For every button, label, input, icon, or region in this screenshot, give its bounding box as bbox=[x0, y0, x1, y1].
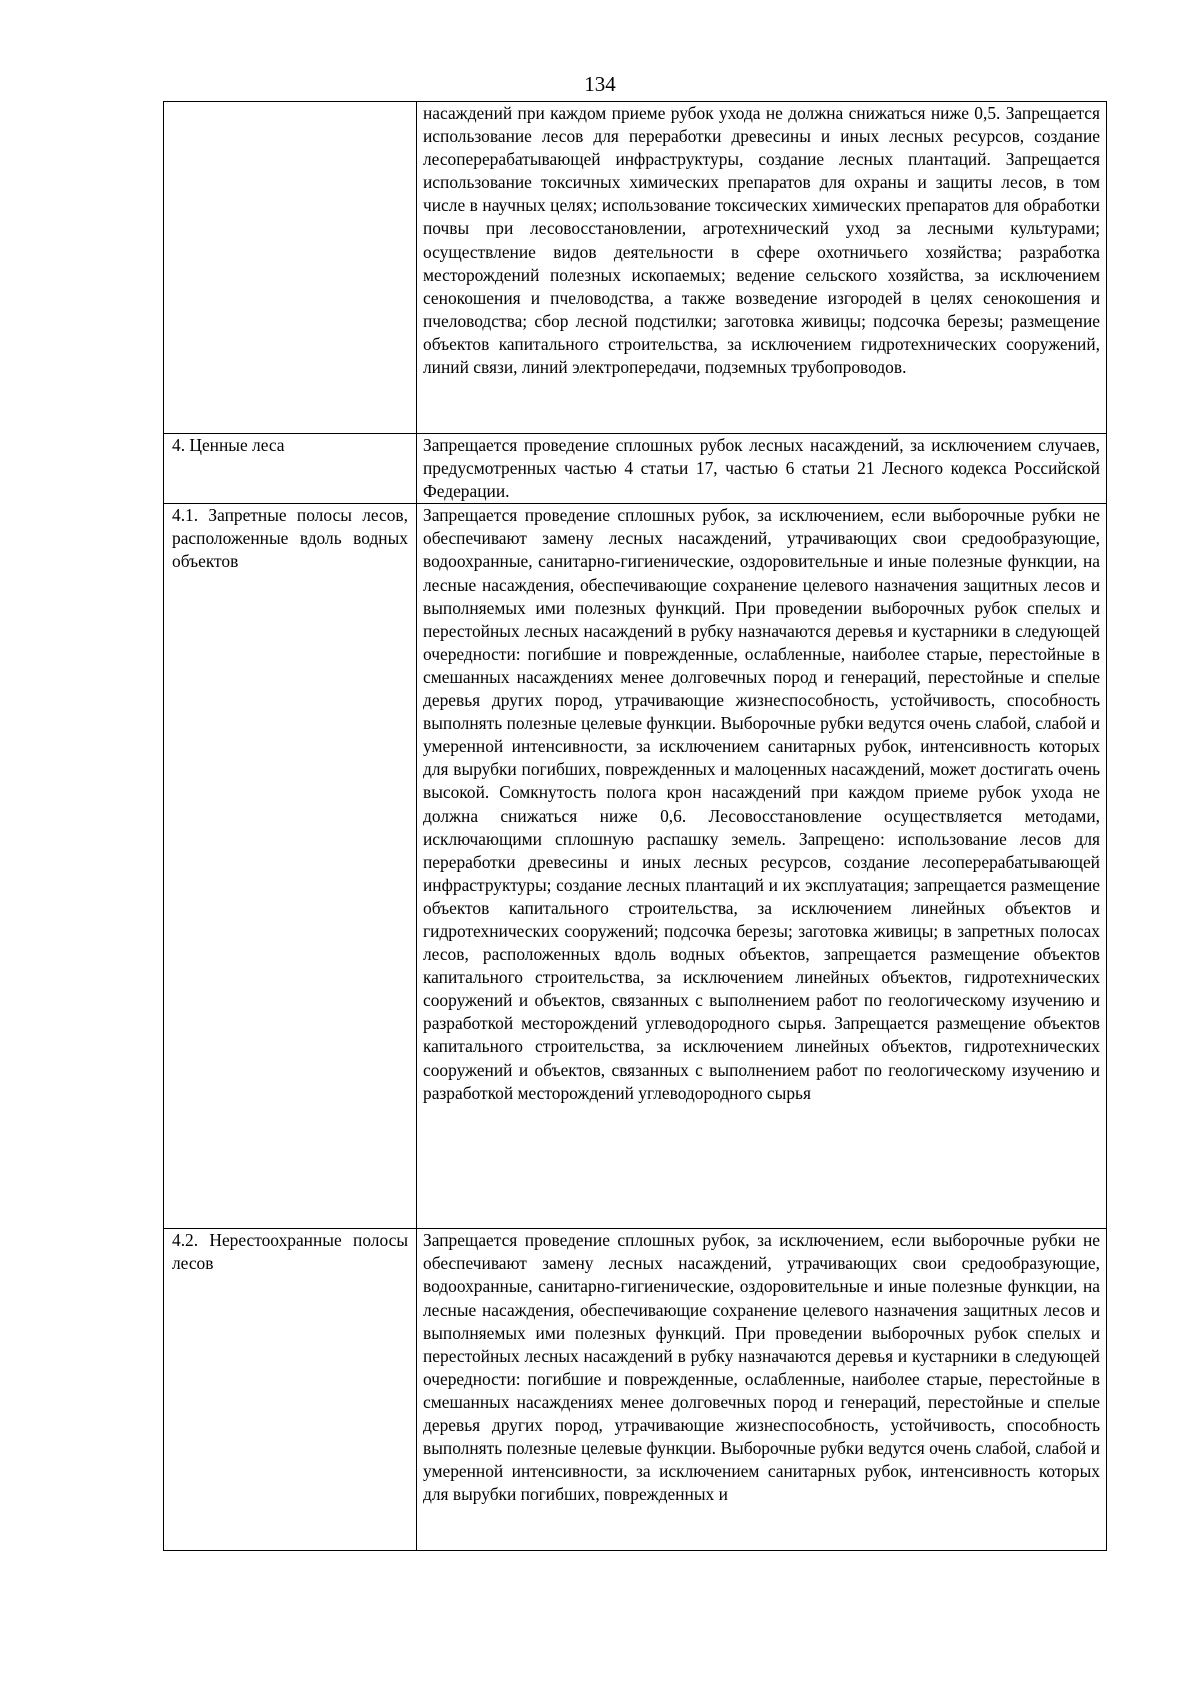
regulation-text-cell: Запрещается проведение сплошных рубок лесных насаждений, за исключением случаев, предусмотренных частью 4 статьи 17, частью 6 статьи 21 Лесного кодекса Российской Федерации. bbox=[417, 434, 1107, 504]
category-cell bbox=[164, 102, 417, 434]
category-cell: 4.2. Нерестоохранные полосы лесов bbox=[164, 1229, 417, 1551]
regulations-table bbox=[163, 101, 1107, 1551]
table-row bbox=[164, 1229, 1107, 1551]
regulation-text-cell: Запрещается проведение сплошных рубок, за исключением, если выборочные рубки не обеспечивают замену лесных насаждений, утрачивающих свои средообразующие, водоохранные, санитарно-гигиенические, оздоровительные и иные полезные функции, на лесные насаждения, обеспечивающие сохранение целевого назначения защитных лесов и выполняемых ими полезных функций. При проведении выборочных рубок спелых и перестойных лесных насаждений в рубку назначаются деревья и кустарники в следующей очередности: погибшие и поврежденные, ослабленные, наиболее старые, перестойные в смешанных насаждениях менее долговечных пород и генераций, перестойные и спелые деревья других пород, утрачивающие жизнеспособность, устойчивость, способность выполнять полезные целевые функции. Выборочные рубки ведутся очень слабой, слабой и умеренной интенсивности, за исключением санитарных рубок, интенсивность которых для вырубки погибших, поврежденных и bbox=[417, 1229, 1107, 1551]
page-number: 134 bbox=[584, 72, 616, 96]
table-row bbox=[164, 434, 1107, 504]
category-cell: 4. Ценные леса bbox=[164, 434, 417, 504]
table-row bbox=[164, 102, 1107, 434]
regulation-text-cell: насаждений при каждом приеме рубок ухода не должна снижаться ниже 0,5. Запрещается использование лесов для переработки древесины и иных лесных ресурсов, создание лесоперерабатывающей инфраструктуры, создание лесных плантаций. Запрещается использование токсичных химических препаратов для охраны и защиты лесов, в том числе в научных целях; использование токсических химических препаратов для обработки почвы при лесовосстановлении, агротехнический уход за лесными культурами; осуществление видов деятельности в сфере охотничьего хозяйства; разработка месторождений полезных ископаемых; ведение сельского хозяйства, за исключением сенокошения и пчеловодства, а также возведение изгородей в целях сенокошения и пчеловодства; сбор лесной подстилки; заготовка живицы; подсочка березы; размещение объектов капитального строительства, за исключением гидротехнических сооружений, линий связи, линий электропередачи, подземных трубопроводов. bbox=[417, 102, 1107, 434]
table-row bbox=[164, 504, 1107, 1229]
regulation-text-cell: Запрещается проведение сплошных рубок, за исключением, если выборочные рубки не обеспечивают замену лесных насаждений, утрачивающих свои средообразующие, водоохранные, санитарно-гигиенические, оздоровительные и иные полезные функции, на лесные насаждения, обеспечивающие сохранение целевого назначения защитных лесов и выполняемых ими полезных функций. При проведении выборочных рубок спелых и перестойных лесных насаждений в рубку назначаются деревья и кустарники в следующей очередности: погибшие и поврежденные, ослабленные, наиболее старые, перестойные в смешанных насаждениях менее долговечных пород и генераций, перестойные и спелые деревья других пород, утрачивающие жизнеспособность, устойчивость, способность выполнять полезные целевые функции. Выборочные рубки ведутся очень слабой, слабой и умеренной интенсивности, за исключением санитарных рубок, интенсивность которых для вырубки погибших, поврежденных и малоценных насаждений, может достигать очень высокой. Сомкнутость полога крон насаждений при каждом приеме рубок ухода не должна снижаться ниже 0,6. Лесовосстановление осуществляется методами, исключающими сплошную распашку земель. Запрещено: использование лесов для переработки древесины и иных лесных ресурсов, создание лесоперерабатывающей инфраструктуры; создание лесных плантаций и их эксплуатация; запрещается размещение объектов капитального строительства, за исключением линейных объектов и гидротехнических сооружений; подсочка березы; заготовка живицы; в запретных полосах лесов, расположенных вдоль водных объектов, запрещается размещение объектов капитального строительства, за исключением линейных объектов, гидротехнических сооружений и объектов, связанных с выполнением работ по геологическому изучению и разработкой месторождений углеводородного сырья. Запрещается размещение объектов капитального строительства, за исключением линейных объектов, гидротехнических сооружений и объектов, связанных с выполнением работ по геологическому изучению и разработкой месторождений углеводородного сырья bbox=[417, 504, 1107, 1229]
category-cell: 4.1. Запретные полосы лесов, расположенные вдоль водных объектов bbox=[164, 504, 417, 1229]
